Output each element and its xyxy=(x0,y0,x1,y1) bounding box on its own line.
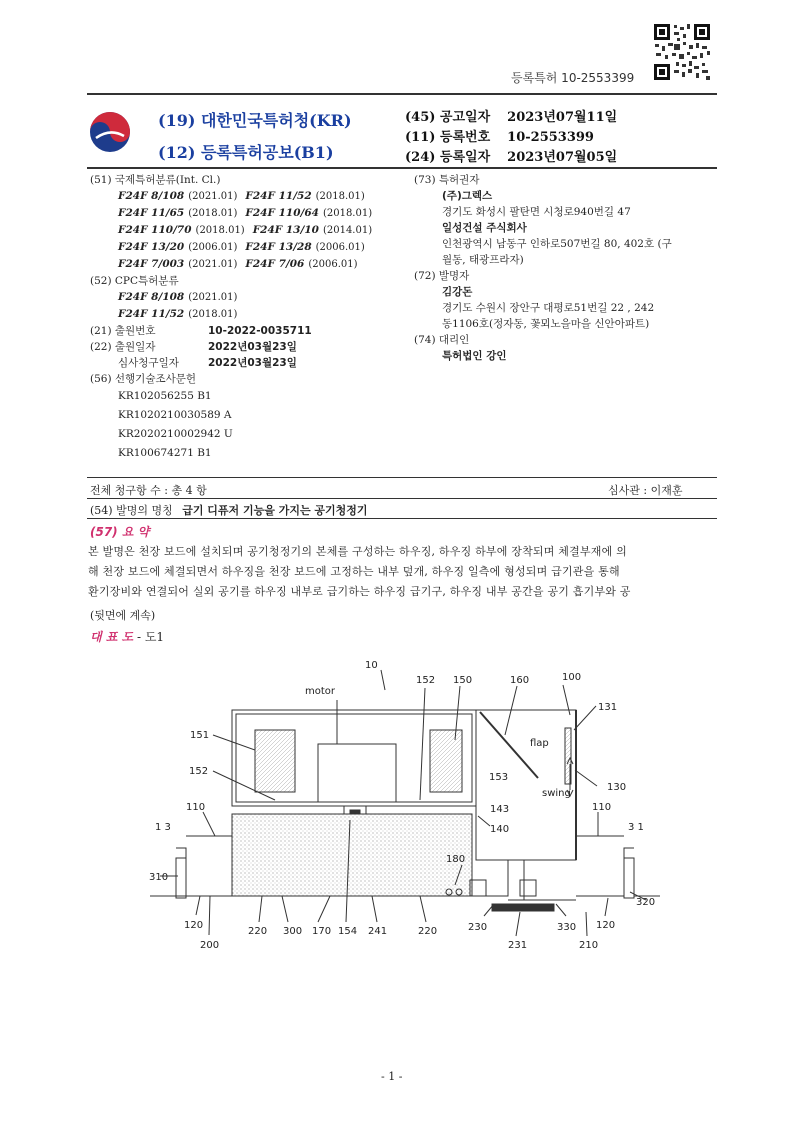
invention-title: 급기 디퓨저 기능을 가지는 공기청정기 xyxy=(182,504,368,517)
label-140: 140 xyxy=(490,824,510,835)
label-130: 130 xyxy=(607,782,627,793)
right-bibliography xyxy=(414,172,672,364)
inventor-address-1: 경기도 수원시 장안구 대평로51번길 22 , 242 xyxy=(442,302,655,314)
ipc-row xyxy=(118,239,372,256)
publication-kind: (12) 등록특허공보(B1) xyxy=(158,143,334,162)
left-bibliography xyxy=(90,172,372,463)
label-310: 310 xyxy=(149,872,169,883)
label-150: 150 xyxy=(453,675,473,686)
label-152b: 152 xyxy=(189,766,209,777)
prior-art-list xyxy=(90,387,372,463)
claim-count: 전체 청구항 수 : 총 4 항 xyxy=(90,484,207,497)
classification-version: (2014.01) xyxy=(322,225,373,236)
inventor-name: 김강돈 xyxy=(442,286,473,298)
ipc-row xyxy=(118,205,372,222)
label-143: 143 xyxy=(490,804,510,815)
ipc-entry xyxy=(245,190,364,202)
owner2-address-2: 월동, 태광프라자) xyxy=(442,254,524,266)
classification-version: (2021.01) xyxy=(188,292,238,303)
label-160: 160 xyxy=(510,675,530,686)
label-swing: swing xyxy=(542,788,571,799)
label-31: 3 1 xyxy=(628,822,644,833)
prior-art-title: (56) 선행기술조사문헌 xyxy=(90,373,197,385)
label-110b: 110 xyxy=(592,802,612,813)
top-rule xyxy=(87,93,717,95)
prior-art-item: KR2020210002942 U xyxy=(118,428,233,440)
abstract-line-1: 본 발명은 천장 보드에 설치되며 공기청정기의 본체를 구성하는 하우징, 하우징 하부에 장착되며 체결부재에 의 xyxy=(88,545,627,558)
prior-art-item: KR1020210030589 A xyxy=(118,409,232,421)
label-230: 230 xyxy=(468,922,488,933)
figure-svg xyxy=(140,652,670,952)
ipc-entry xyxy=(245,258,357,270)
ipc-row xyxy=(118,222,372,239)
cpc-entry xyxy=(118,308,237,320)
reg-date-value: 2023년07월05일 xyxy=(507,150,618,165)
label-180: 180 xyxy=(446,854,466,865)
label-110a: 110 xyxy=(186,802,206,813)
ipc-entry xyxy=(253,224,372,236)
classification-version: (2006.01) xyxy=(188,242,238,253)
owner2-address-1: 인천광역시 남동구 인하로507번길 80, 402호 (구 xyxy=(442,238,672,250)
title-rule-bottom xyxy=(87,518,717,519)
classification-code: F24F 11/52 xyxy=(118,308,185,320)
prior-art-item: KR102056255 B1 xyxy=(118,390,212,402)
agent-name: 특허법인 강인 xyxy=(442,350,507,362)
prior-art-item: KR100674271 B1 xyxy=(118,447,212,459)
owner1-name: (주)그렉스 xyxy=(442,190,493,202)
classification-version: (2018.01) xyxy=(195,225,245,236)
classification-version: (2021.01) xyxy=(188,259,238,270)
ipc-entry xyxy=(118,207,237,219)
representative-drawing-label xyxy=(90,628,164,645)
qr-code xyxy=(652,22,712,82)
label-241: 241 xyxy=(368,926,388,937)
classification-code: F24F 8/108 xyxy=(118,291,185,303)
label-220b: 220 xyxy=(418,926,438,937)
label-131: 131 xyxy=(598,702,618,713)
exam-date-label: 심사청구일자 xyxy=(118,357,179,369)
pub-date-label: (45) 공고일자 xyxy=(405,110,491,125)
reg-number-value: 10-2553399 xyxy=(507,130,594,145)
label-152a: 152 xyxy=(416,675,436,686)
rep-suffix: - 도1 xyxy=(133,630,165,644)
ipc-row xyxy=(118,188,372,205)
label-320: 320 xyxy=(636,897,656,908)
ipc-entry xyxy=(118,241,237,253)
label-120b: 120 xyxy=(596,920,616,931)
ipc-entry xyxy=(245,241,364,253)
classification-code: F24F 7/003 xyxy=(118,258,185,270)
label-170: 170 xyxy=(312,926,332,937)
pub-date-value: 2023년07월11일 xyxy=(507,110,618,125)
representative-drawing xyxy=(140,652,670,952)
label-153: 153 xyxy=(489,772,509,783)
app-date-label: (22) 출원일자 xyxy=(90,341,156,353)
registration-number-header: 등록특허 10-2553399 xyxy=(511,71,635,85)
classification-code: F24F 110/70 xyxy=(118,224,192,236)
app-date-value: 2022년03월23일 xyxy=(208,341,297,353)
label-231: 231 xyxy=(508,940,528,951)
label-330: 330 xyxy=(557,922,577,933)
rep-label: 대 표 도 xyxy=(90,630,134,644)
owner2-name: 일성건설 주식회사 xyxy=(442,222,527,234)
owner1-address: 경기도 화성시 팔탄면 시청로940번길 47 xyxy=(442,206,631,218)
abstract-heading: (57) 요 약 xyxy=(90,525,150,539)
classification-version: (2018.01) xyxy=(315,191,365,202)
classification-version: (2006.01) xyxy=(315,242,365,253)
ipc-list xyxy=(90,188,372,273)
agent-title: (74) 대리인 xyxy=(414,334,470,346)
abstract-line-2: 해 천장 보드에 체결되면서 하우징을 천장 보드에 고정하는 내부 덮개, 하우징 일측에 형성되며 급기관을 통해 xyxy=(88,565,620,578)
ipc-entry xyxy=(118,258,237,270)
app-number-label: (21) 출원번호 xyxy=(90,325,156,337)
inventor-title: (72) 발명자 xyxy=(414,270,470,282)
invention-title-label: (54) 발명의 명칭 xyxy=(90,504,173,517)
claims-rule xyxy=(87,477,717,478)
header-rule xyxy=(87,167,717,169)
label-100: 100 xyxy=(562,672,582,683)
owner-title: (73) 특허권자 xyxy=(414,174,480,186)
filter xyxy=(232,814,472,896)
continued-note: (뒷면에 계속) xyxy=(90,609,156,622)
exam-date-value: 2022년03월23일 xyxy=(208,357,297,369)
cpc-entry xyxy=(118,291,237,303)
classification-version: (2018.01) xyxy=(188,309,238,320)
label-motor: motor xyxy=(305,686,336,697)
invention-title-row xyxy=(90,502,368,518)
label-220a: 220 xyxy=(248,926,268,937)
classification-code: F24F 8/108 xyxy=(118,190,185,202)
cpc-title: (52) CPC특허분류 xyxy=(90,275,179,287)
label-210: 210 xyxy=(579,940,599,951)
classification-code: F24F 13/10 xyxy=(252,224,319,236)
ipc-row xyxy=(118,256,372,273)
cpc-list xyxy=(90,289,372,323)
label-151: 151 xyxy=(190,730,210,741)
classification-code: F24F 13/28 xyxy=(245,241,312,253)
label-300: 300 xyxy=(283,926,303,937)
classification-code: F24F 11/65 xyxy=(118,207,185,219)
cpc-row xyxy=(118,306,372,323)
office-name: (19) 대한민국특허청(KR) xyxy=(158,111,352,130)
label-200: 200 xyxy=(200,940,220,951)
reg-date-label: (24) 등록일자 xyxy=(405,150,491,165)
classification-code: F24F 7/06 xyxy=(245,258,305,270)
label-154: 154 xyxy=(338,926,358,937)
ipc-entry xyxy=(118,190,237,202)
inventor-address-2: 동1106호(정자동, 꽃뫼노을마을 신안아파트) xyxy=(442,318,650,330)
label-13: 1 3 xyxy=(155,822,171,833)
abstract-line-3: 환기장비와 연결되어 실외 공기를 하우징 내부로 급기하는 하우징 급기구, 하우징 내부 공간을 공기 흡기부와 공 xyxy=(88,585,631,598)
label-10: 10 xyxy=(365,660,378,671)
classification-code: F24F 13/20 xyxy=(118,241,185,253)
abstract-text xyxy=(88,542,718,602)
publication-info xyxy=(405,108,617,168)
classification-version: (2006.01) xyxy=(308,259,358,270)
title-rule-top xyxy=(87,498,717,499)
motor-box xyxy=(318,744,396,802)
ipc-entry xyxy=(118,224,245,236)
app-number-value: 10-2022-0035711 xyxy=(208,325,312,337)
cpc-row xyxy=(118,289,372,306)
examiner: 심사관 : 이재훈 xyxy=(608,484,683,497)
kipo-logo xyxy=(88,110,132,154)
page-number: - 1 - xyxy=(381,1070,403,1083)
label-flap: flap xyxy=(530,738,549,749)
classification-version: (2021.01) xyxy=(188,191,238,202)
reg-number-label: (11) 등록번호 xyxy=(405,130,491,145)
classification-version: (2018.01) xyxy=(188,208,238,219)
ipc-entry xyxy=(245,207,372,219)
classification-version: (2018.01) xyxy=(322,208,373,219)
classification-code: F24F 11/52 xyxy=(245,190,312,202)
ipc-title: (51) 국제특허분류(Int. Cl.) xyxy=(90,174,221,186)
label-120a: 120 xyxy=(184,920,204,931)
classification-code: F24F 110/64 xyxy=(245,207,319,219)
